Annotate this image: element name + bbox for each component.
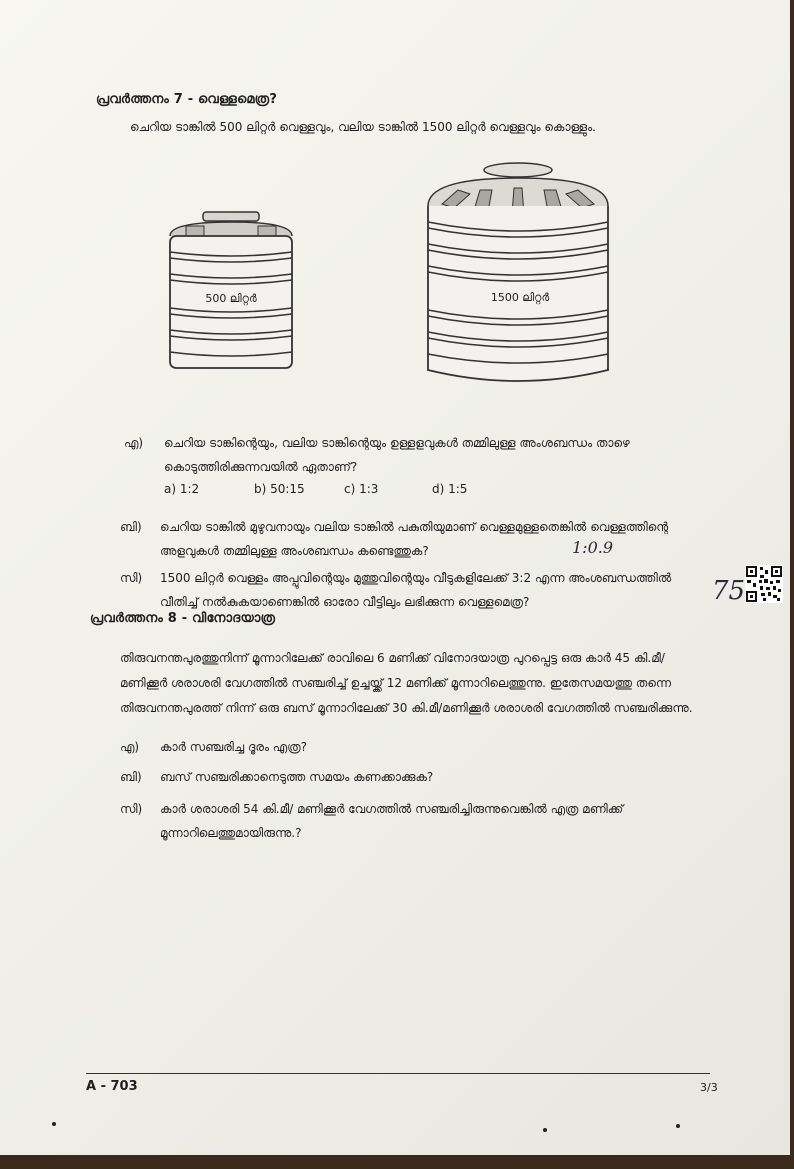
handwritten-answer-2: 75 [712,576,746,606]
question-label: എ) [120,740,140,754]
activity-7-question-c [120,566,710,614]
qr-code-icon [745,565,783,603]
activity-8-question-b [120,765,710,789]
activity-8-title: പ്രവർത്തനം 8 - വിനോദയാത്ര [90,611,276,626]
question-label: സി) [120,571,143,585]
handwritten-answer-1: 1:0.9 [572,538,614,557]
page-number: 3/3 [700,1081,718,1094]
paper-speck [52,1122,56,1126]
small-tank-illustration [158,208,298,378]
question-text: 1500 ലിറ്റർ വെള്ളം അപ്പുവിന്റെയും മുത്തുവിന്റെയും വീടുകളിലേക്ക് 3:2 എന്ന അംശബന്ധത്തിൽ വീതിച്ച് നൽകുകയാണെങ്കിൽ ഓരോ വീട്ടിലും ലഭിക്കുന്ന വെള്ളമെത്ര? [160,571,672,609]
question-label: സി) [120,802,143,816]
option-d: d) 1:5 [432,482,468,496]
activity-7-question-a [124,431,714,479]
option-a: a) 1:2 [164,482,200,496]
question-text: ചെറിയ ടാങ്കിന്റെയും, വലിയ ടാങ്കിന്റെയും ഉള്ളളവുകൾ തമ്മിലുള്ള അംശബന്ധം താഴെ കൊടുത്തിരിക്കുന്നവയിൽ ഏതാണ്? [164,436,630,474]
question-text: ചെറിയ ടാങ്കിൽ മുഴുവനായും വലിയ ടാങ്കിൽ പകുതിയുമാണ് വെള്ളമുള്ളതെങ്കിൽ വെള്ളത്തിന്റെ അളവുകൾ തമ്മിലുള്ള അംശബന്ധം കണ്ടെത്തുക? [160,520,669,558]
option-b: b) 50:15 [254,482,305,496]
activity-7-title: പ്രവർത്തനം 7 - വെള്ളമെത്ര? [96,92,278,107]
paper-code: A - 703 [86,1079,138,1094]
question-label: ബി) [120,520,142,534]
large-tank-label: 1500 ലിറ്റർ [490,291,550,304]
question-text: കാർ സഞ്ചരിച്ച ദൂരം എത്ര? [160,740,307,754]
activity-8-question-c [120,797,710,845]
activity-7-question-b [120,515,710,563]
paper-speck [676,1124,680,1128]
question-text: ബസ് സഞ്ചരിക്കാനെടുത്ത സമയം കണക്കാക്കുക? [160,770,434,784]
activity-7-intro: ചെറിയ ടാങ്കിൽ 500 ലിറ്റർ വെള്ളവും, വലിയ ടാങ്കിൽ 1500 ലിറ്റർ വെള്ളവും കൊള്ളും. [130,120,596,134]
paper-speck [543,1128,547,1132]
activity-8-paragraph: തിരുവനന്തപുരത്തുനിന്ന് മൂന്നാറിലേക്ക് രാവിലെ 6 മണിക്ക് വിനോദയാത്ര പുറപ്പെട്ട ഒരു കാർ 45 കി.മീ/മണിക്കൂർ ശരാശരി വേഗത്തിൽ സഞ്ചരിച്ച് ഉച്ചയ്ക്ക് 12 മണിക്ക് മൂന്നാറിലെത്തുന്നു. ഇതേസമയത്തു തന്നെ തിരുവനന്തപുരത്ത് നിന്ന് ഒരു ബസ് മൂന്നാറിലേക്ക് 30 കി.മീ/മണിക്കൂർ ശരാശരി വേഗത്തിൽ സഞ്ചരിക്കുന്നു. [120,651,693,715]
question-label: ബി) [120,770,142,784]
footer-divider [86,1073,710,1074]
question-text: കാർ ശരാശരി 54 കി.മീ/ മണിക്കൂർ വേഗത്തിൽ സഞ്ചരിച്ചിരുന്നുവെങ്കിൽ എത്ര മണിക്ക് മൂന്നാറിലെത്തുമായിരുന്നു.? [160,802,624,840]
option-c: c) 1:3 [344,482,379,496]
question-label: എ) [124,436,144,450]
large-tank-illustration [418,160,618,392]
small-tank-label: 500 ലിറ്റർ [205,292,257,305]
activity-8-question-a [120,735,710,759]
